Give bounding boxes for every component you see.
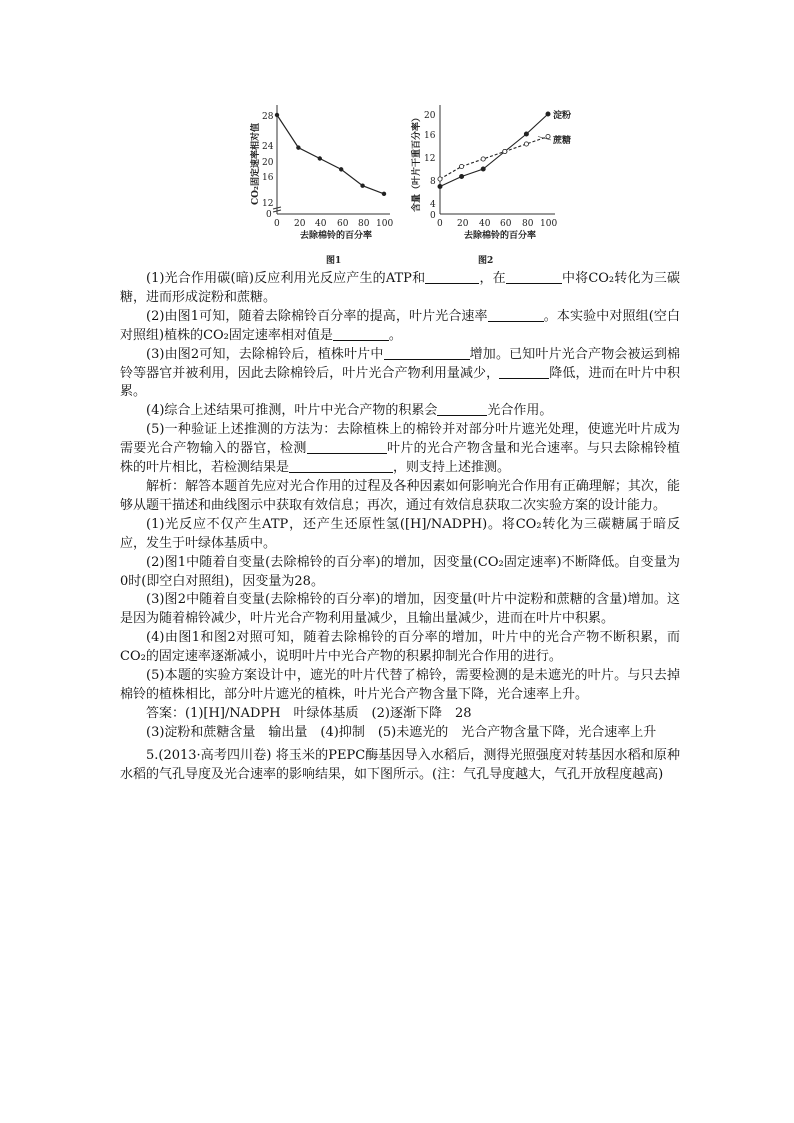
q4-text-a: (4)综合上述结果可推测，叶片中光合产物的积累会: [146, 403, 438, 419]
fig1-xtick: 0: [274, 219, 280, 229]
q1-text-c: 中将CO₂转化为三碳糖，进而形成淀粉和蔗糖。: [120, 271, 680, 305]
question-2: [120, 308, 680, 346]
answer-blank: [437, 402, 487, 416]
fig2-point-starch: [481, 167, 485, 171]
q5-text-b: 叶片的光合产物含量和光合速率。与只去除棉铃植株的叶片相比，若检测结果是: [120, 441, 680, 476]
fig2-series-label-sucrose: 蔗糖: [553, 136, 572, 146]
q1-text-a: (1)光合作用碳(暗)反应利用光反应产生的ATP和: [146, 271, 426, 286]
fig2-series-starch-line: [440, 114, 548, 187]
answer-blank: [333, 327, 389, 341]
fig2-point-sucrose: [503, 149, 507, 153]
fig1-point: [339, 167, 343, 171]
q4-text-b: 光合作用。: [487, 403, 553, 419]
fig2-ytick: 12: [424, 154, 436, 164]
fig1-series-line: [277, 115, 384, 194]
answer-blank: [307, 440, 387, 454]
fig2-point-sucrose: [438, 177, 442, 181]
answer-blank: [289, 459, 393, 473]
analysis-3: (3)图2中随着自变量(去除棉铃的百分率)的增加，因变量(叶片中淀粉和蔗糖的含量)增加。这是因为随着棉铃减少，叶片光合产物利用量减少，且输出量减少，进而在叶片中积累。: [120, 592, 680, 627]
answer-blank: [506, 270, 562, 284]
answer-line-1: 答案：(1)[H]/NADPH 叶绿体基质 (2)逐渐下降 28: [146, 705, 472, 721]
fig2-point-sucrose: [460, 164, 464, 168]
figures-area: [0, 0, 794, 270]
fig1-point: [318, 156, 322, 160]
fig1-xlabel: 去除棉铃的百分率: [300, 231, 373, 241]
fig2-ytick: 8: [430, 177, 436, 187]
figures-svg: [0, 0, 794, 270]
question-4: [120, 402, 680, 421]
fig1-point: [360, 183, 364, 187]
analysis-5: (5)本题的实验方案设计中，遮光的叶片代替了棉铃，需要检测的是未遮光的叶片。与只去掉棉铃的植株相比，部分叶片遮光的植株，叶片光合产物含量下降，光合速率上升。: [120, 668, 680, 702]
fig1-xtick: 80: [358, 219, 370, 229]
fig2-point-starch: [524, 132, 528, 136]
answer-blank: [384, 346, 470, 360]
fig2-series-sucrose-line: [440, 137, 548, 180]
fig1-xtick: 100: [376, 219, 394, 229]
fig1-xtick: 20: [294, 219, 306, 229]
fig1-ylabel: CO₂固定速率相对值: [251, 123, 261, 205]
fig2-ytick: 20: [424, 111, 436, 121]
fig1-ytick: 20: [262, 158, 274, 168]
question-5-title: 5.(2013·高考四川卷) 将玉米的PEPC酶基因导入水稻后，测得光照强度对转基因水稻和原种水稻的气孔导度及光合速率的影响结果，如下图所示。(注：气孔导度越大，气孔开放程度越高): [120, 747, 680, 782]
q3-text-b: 增加。已知叶片光合产物会被运到棉铃等器官并被利用，因此去除棉铃后，叶片光合产物利用量减少，: [120, 346, 680, 381]
fig1-xtick: 60: [337, 219, 349, 229]
analysis-1: (1)光反应不仅产生ATP，还产生还原性氢([H]/NADPH)。将CO₂转化为三碳糖属于暗反应，发生于叶绿体基质中。: [120, 516, 680, 551]
answer-blank: [499, 365, 549, 379]
fig2-xtick: 100: [540, 219, 558, 229]
q3-text-c: 降低，进而在叶片中积累。: [120, 365, 680, 400]
answer-line-2: (3)淀粉和蔗糖含量 输出量 (4)抑制 (5)未遮光的 光合产物含量下降，光合速率上升: [146, 724, 657, 740]
q2-text-c: 。: [388, 327, 402, 343]
fig2-point-sucrose: [546, 134, 550, 138]
q2-text-a: (2)由图1可知，随着去除棉铃百分率的提高，叶片光合速率: [146, 308, 488, 324]
fig2-xlabel: 去除棉铃的百分率: [464, 231, 537, 241]
fig1-point: [296, 145, 300, 149]
document-body: [120, 270, 680, 784]
fig2-xtick: 60: [500, 219, 512, 229]
fig1-point: [275, 113, 279, 117]
fig2-point-starch: [460, 174, 464, 178]
fig2-point-sucrose: [524, 142, 528, 146]
fig1-ytick: 24: [262, 142, 274, 152]
fig1-ytick: 28: [262, 112, 274, 122]
fig2-point-sucrose: [481, 157, 485, 161]
q5-text-a: (5)一种验证上述推测的方法为：去除植株上的棉铃并对部分叶片遮光处理，使遮光叶片成为需要光合产物输入的器官，检测: [120, 422, 680, 457]
fig2-caption: 图2: [478, 256, 494, 266]
figure-1: [249, 105, 393, 266]
q1-text-b: ，在: [479, 271, 506, 286]
question-5: [120, 421, 680, 478]
figure-2: [410, 105, 571, 266]
fig2-point-starch: [546, 112, 550, 116]
fig2-xtick: 80: [522, 219, 534, 229]
fig1-ytick: 0: [266, 210, 272, 220]
fig2-series-label-starch: 淀粉: [553, 111, 572, 121]
q3-text-a: (3)由图2可知，去除棉铃后，植株叶片中: [146, 346, 384, 362]
fig2-point-starch: [438, 184, 442, 188]
answer-blank: [425, 270, 479, 284]
analysis: 解析：解答本题首先应对光合作用的过程及各种因素如何影响光合作用有正确理解；其次，能够从题干描述和曲线图示中获取有效信息；再次，通过有效信息获取二次实验方案的设计能力。: [120, 478, 680, 513]
fig1-ytick: 16: [262, 173, 274, 183]
fig1-ytick: 12: [262, 199, 274, 209]
fig2-xtick: 0: [437, 219, 443, 229]
fig2-xtick: 20: [457, 219, 469, 229]
question-3: [120, 346, 680, 403]
fig2-ylabel: 含量（叶片干重百分率）: [412, 112, 422, 212]
fig2-xtick: 40: [479, 219, 491, 229]
fig2-ytick: 4: [430, 200, 436, 210]
fig1-point: [382, 192, 386, 196]
analysis-4: (4)由图1和图2对照可知，随着去除棉铃的百分率的增加，叶片中的光合产物不断积累，而CO₂的固定速率逐渐减小，说明叶片中光合产物的积累抑制光合作用的进行。: [120, 630, 680, 665]
answer-blank: [488, 308, 544, 322]
fig2-ytick: 16: [424, 131, 436, 141]
question-1: [120, 270, 680, 308]
fig2-ytick: 0: [430, 211, 436, 221]
fig1-caption: 图1: [326, 256, 342, 266]
q5-text-c: ，则支持上述推测。: [393, 460, 511, 476]
fig1-xtick: 40: [315, 219, 327, 229]
analysis-2: (2)图1中随着自变量(去除棉铃的百分率)的增加，因变量(CO₂固定速率)不断降低。自变量为0时(即空白对照组)，因变量为28。: [120, 554, 680, 589]
q2-text-b: 。本实验中对照组(空白对照组)植株的CO₂固定速率相对值是: [120, 308, 681, 343]
